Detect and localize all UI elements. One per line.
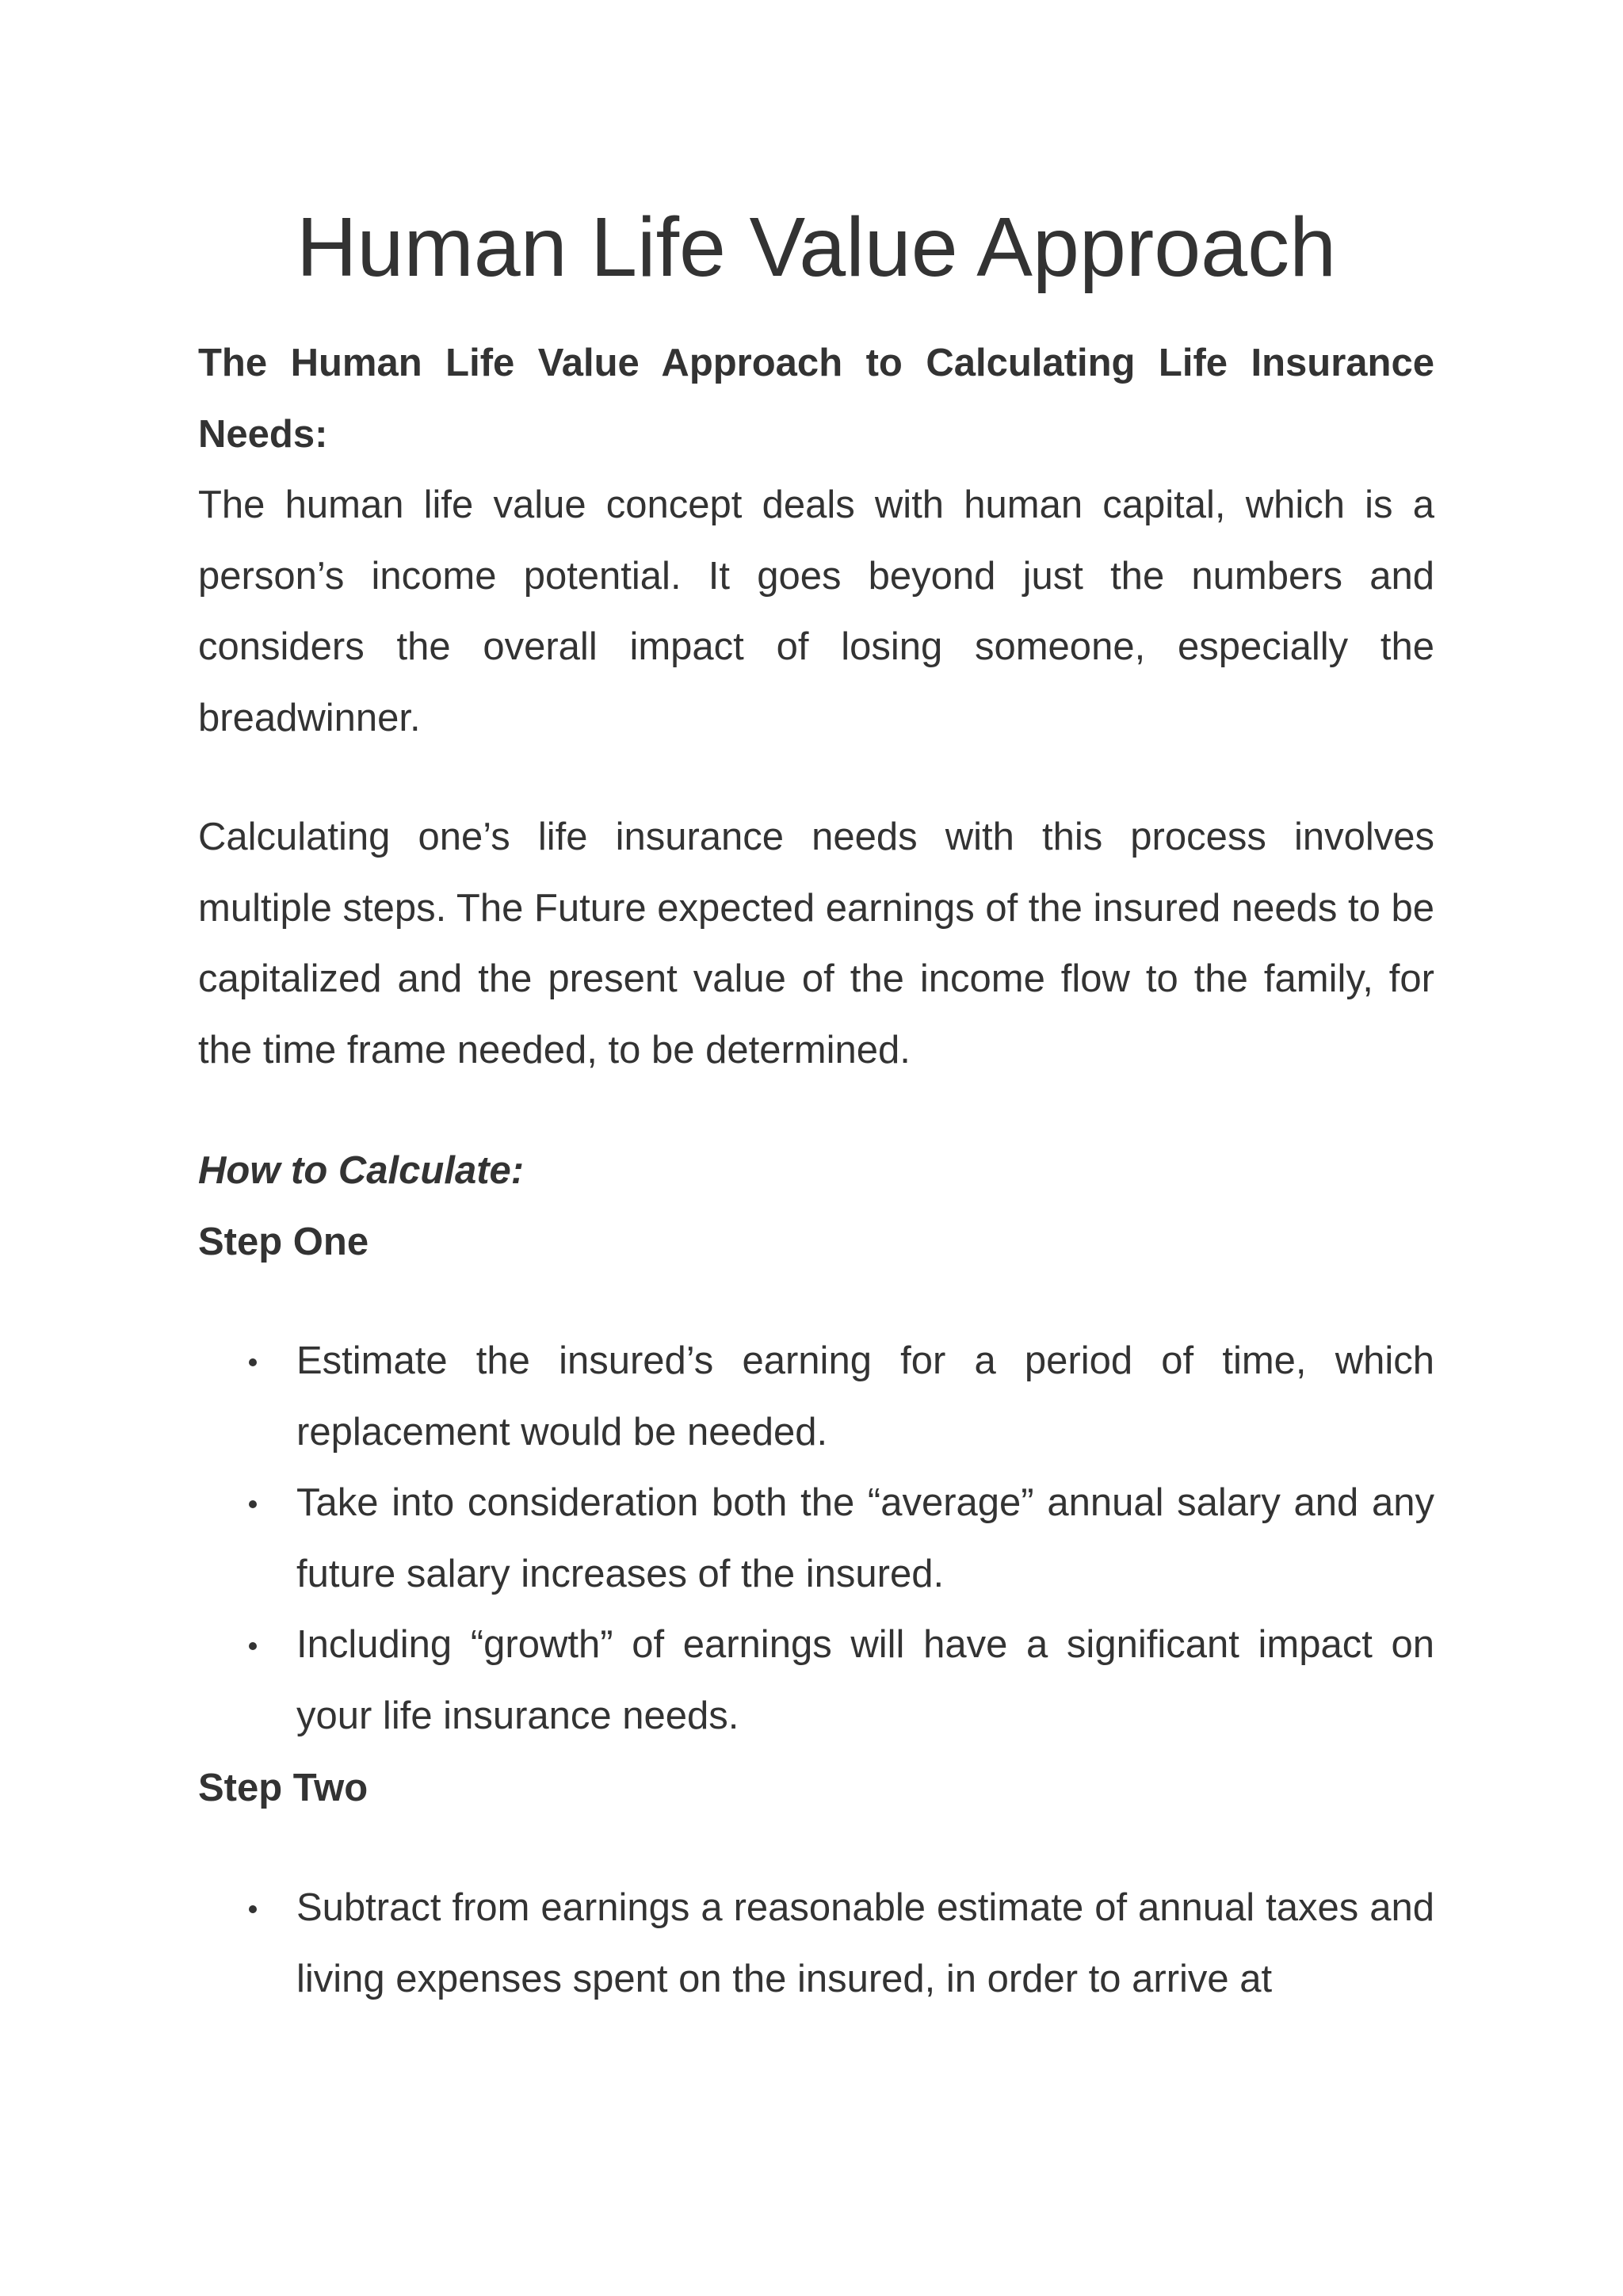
list-item — [198, 1873, 1434, 2015]
page-title: Human Life Value Approach — [296, 201, 1337, 294]
bullet-icon — [249, 1642, 257, 1650]
list-item — [198, 1326, 1434, 1468]
step-one-heading: Step One — [198, 1221, 369, 1263]
bullet-icon — [249, 1358, 257, 1366]
how-to-heading: How to Calculate: — [198, 1149, 525, 1192]
bullet-icon — [249, 1500, 257, 1508]
step-two-list — [198, 1873, 1434, 2015]
list-item-text: Including “growth” of earnings will have a significant impact on your life insurance needs. — [296, 1623, 1434, 1737]
list-item — [198, 1610, 1434, 1752]
list-item — [198, 1468, 1434, 1610]
bullet-icon — [249, 1905, 257, 1913]
process-paragraph: Calculating one’s life insurance needs with this process involves multiple steps. The Future expected earnings of the insured needs to be capitalized and the present value of the income flow to the family, for the time frame needed, to be determined. — [198, 816, 1434, 1072]
section-subheading: The Human Life Value Approach to Calculating Life Insurance Needs: — [198, 342, 1434, 456]
intro-paragraph: The human life value concept deals with human capital, which is a person’s income potential. It goes beyond just the numbers and considers the overall impact of losing someone, especially the breadwinner. — [198, 483, 1434, 739]
step-one-list — [198, 1326, 1434, 1752]
list-item-text: Take into consideration both the “average” annual salary and any future salary increases of the insured. — [296, 1481, 1434, 1595]
list-item-text: Subtract from earnings a reasonable estimate of annual taxes and living expenses spent on the insured, in order to arrive at — [296, 1886, 1434, 2000]
step-two-heading: Step Two — [198, 1767, 369, 1809]
list-item-text: Estimate the insured’s earning for a period of time, which replacement would be needed. — [296, 1339, 1434, 1454]
